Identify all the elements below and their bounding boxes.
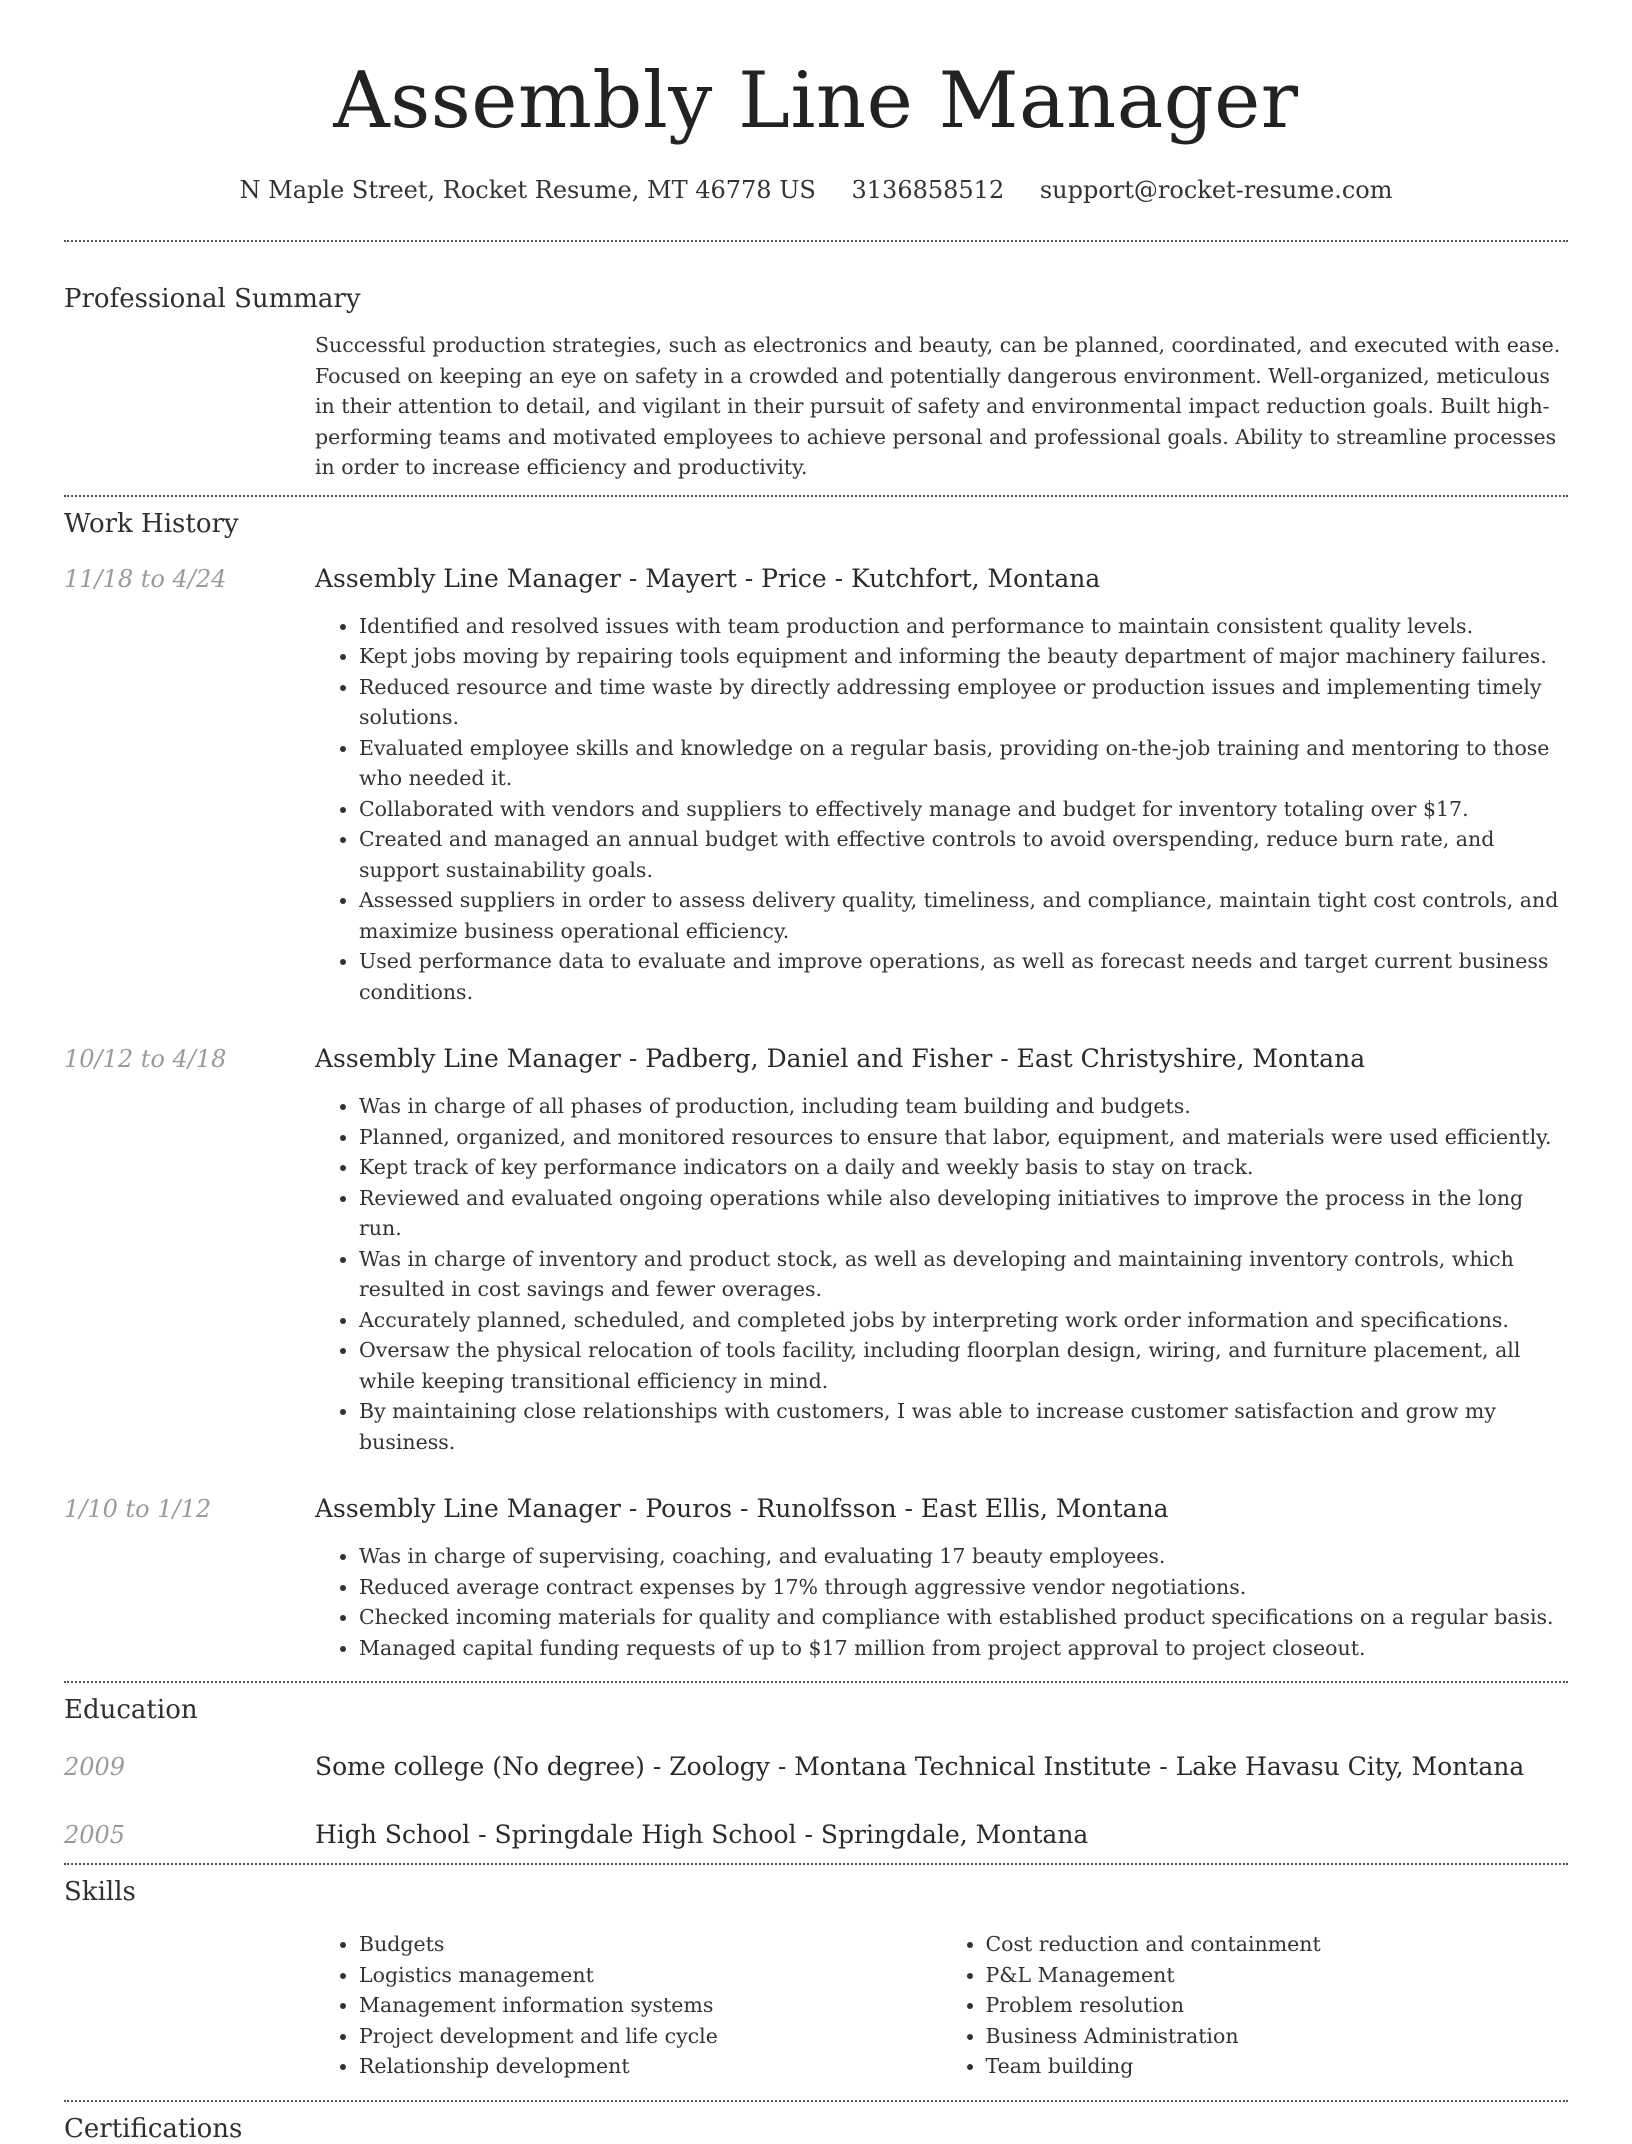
job-entry [64,1493,1568,1663]
list-item: • Was in charge of supervising, coaching, and evaluating 17 beauty employees. [359,1541,1568,1572]
job-bullets [315,611,1568,1008]
skill-item: • Problem resolution [986,1990,1569,2021]
list-item: • Reviewed and evaluated ongoing operations while also developing initiatives to improve the process in the long run. [359,1183,1568,1244]
skill-item: • P&L Management [986,1960,1569,1991]
section-title-education: Education [64,1695,198,1726]
education-year: 2009 [64,1753,126,1782]
skill-item: • Budgets [359,1929,942,1960]
list-item: • Was in charge of inventory and product stock, as well as developing and maintaining inventory controls, which resulted in cost savings and fewer overages. [359,1244,1568,1305]
list-item: • Assessed suppliers in order to assess delivery quality, timeliness, and compliance, maintain tight cost controls, and maximize business operational efficiency. [359,885,1568,946]
list-item: • Reduced resource and time waste by directly addressing employee or production issues and implementing timely solutions. [359,672,1568,733]
skill-item: • Management information systems [359,1990,942,2021]
skills-list-left [315,1929,942,2082]
divider [64,240,1568,242]
section-title-summary: Professional Summary [64,284,361,314]
list-item: • Oversaw the physical relocation of tools facility, including floorplan design, wiring, and furniture placement, all while keeping transitional efficiency in mind. [359,1335,1568,1396]
list-item: • By maintaining close relationships with customers, I was able to increase customer satisfaction and grow my business. [359,1396,1568,1457]
education-heading: High School - Springdale High School - Springdale, Montana [315,1820,1089,1850]
list-item: • Created and managed an annual budget with effective controls to avoid overspending, reduce burn rate, and support sustainability goals. [359,824,1568,885]
job-heading: Assembly Line Manager - Mayert - Price - Kutchfort, Montana [315,563,1101,593]
list-item: • Managed capital funding requests of up to $17 million from project approval to project closeout. [359,1633,1568,1664]
job-entry [64,563,1568,1008]
divider [64,2100,1568,2102]
job-dates: 11/18 to 4/24 [64,564,227,593]
list-item: • Reduced average contract expenses by 17% through aggressive vendor negotiations. [359,1572,1568,1603]
contact-phone: 3136858512 [851,176,1005,204]
resume-name: Assembly Line Manager [333,56,1299,146]
resume-page [64,0,1568,2144]
skills-list-right [942,1929,1569,2082]
skill-item: • Relationship development [359,2051,942,2082]
list-item: • Identified and resolved issues with team production and performance to maintain consistent quality levels. [359,611,1568,642]
list-item: • Used performance data to evaluate and improve operations, as well as forecast needs and target current business conditions. [359,946,1568,1007]
summary-text: Successful production strategies, such as electronics and beauty, can be planned, coordinated, and executed with ease. Focused on keeping an eye on safety in a crowded and potentially dangerous environment. Well-organized, meticulous in their attention to detail, and vigilant in their pursuit of safety and environmental impact reduction goals. Built high-performing teams and motivated employees to achieve personal and professional goals. Ability to streamline processes in order to increase efficiency and productivity. [315,333,1561,480]
skill-item: • Cost reduction and containment [986,1929,1569,1960]
skill-item: • Team building [986,2051,1569,2082]
list-item: • Accurately planned, scheduled, and completed jobs by interpreting work order information and specifications. [359,1305,1568,1336]
education-entry [64,1751,1568,1783]
skills-grid [315,1929,1568,2082]
skill-item: • Project development and life cycle [359,2021,942,2052]
contact-email: support@rocket-resume.com [1039,176,1393,204]
education-entry [64,1819,1568,1851]
job-bullets [315,1091,1568,1457]
divider [64,1863,1568,1865]
job-bullets [315,1541,1568,1663]
job-entry [64,1043,1568,1457]
list-item: • Collaborated with vendors and suppliers to effectively manage and budget for inventory totaling over $17. [359,794,1568,825]
skill-item: • Business Administration [986,2021,1569,2052]
job-dates: 1/10 to 1/12 [64,1495,212,1524]
section-title-certifications: Certifications [64,2113,243,2144]
skill-item: • Logistics management [359,1960,942,1991]
list-item: • Kept jobs moving by repairing tools equipment and informing the beauty department of major machinery failures. [359,641,1568,672]
list-item: • Checked incoming materials for quality and compliance with established product specifications on a regular basis. [359,1602,1568,1633]
contact-address: N Maple Street, Rocket Resume, MT 46778 US [239,176,816,204]
job-heading: Assembly Line Manager - Padberg, Daniel and Fisher - East Christyshire, Montana [315,1044,1366,1074]
section-title-work-history: Work History [64,508,239,539]
job-heading: Assembly Line Manager - Pouros - Runolfsson - East Ellis, Montana [315,1494,1169,1524]
list-item: • Evaluated employee skills and knowledge on a regular basis, providing on-the-job training and mentoring to those who needed it. [359,733,1568,794]
divider [64,1681,1568,1683]
divider [64,495,1568,497]
contact-line [64,176,1568,204]
list-item: • Planned, organized, and monitored resources to ensure that labor, equipment, and materials were used efficiently. [359,1122,1568,1153]
job-dates: 10/12 to 4/18 [64,1045,227,1074]
education-heading: Some college (No degree) - Zoology - Montana Technical Institute - Lake Havasu City, Montana [315,1752,1525,1782]
education-year: 2005 [64,1821,126,1850]
list-item: • Kept track of key performance indicators on a daily and weekly basis to stay on track. [359,1152,1568,1183]
list-item: • Was in charge of all phases of production, including team building and budgets. [359,1091,1568,1122]
section-title-skills: Skills [64,1877,136,1908]
